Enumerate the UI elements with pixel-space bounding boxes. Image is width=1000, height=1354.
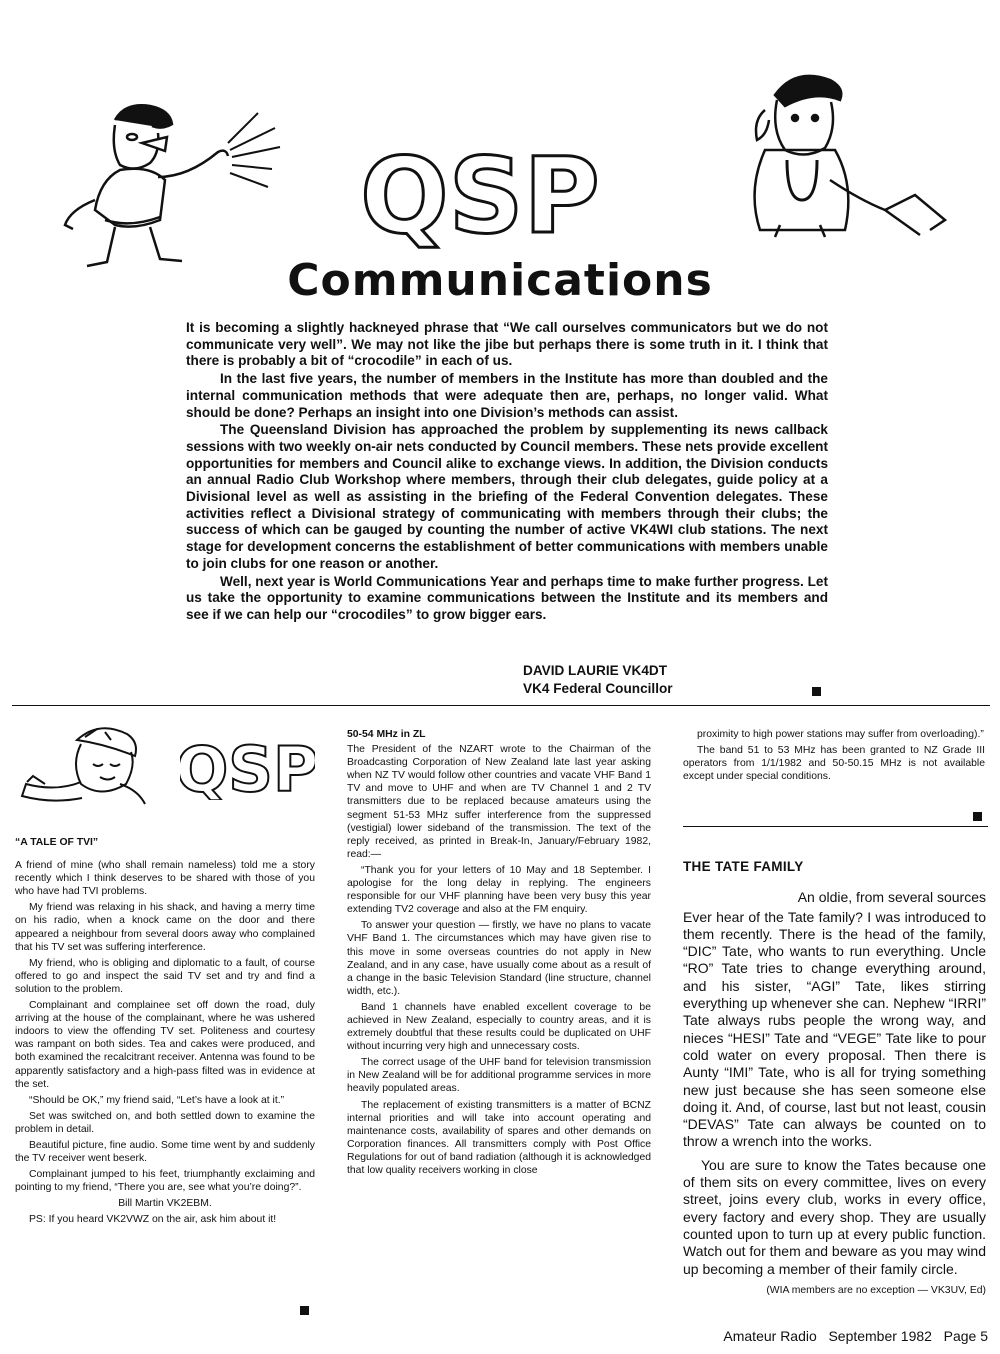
article-paragraph: Beautiful picture, fine audio. Some time went by and suddenly the TV receiver went beserk. — [15, 1139, 315, 1165]
editorial-paragraph: Well, next year is World Communications Year and perhaps time to make further progress. Let us take the opportunity to examine communications between the Institute and its members and see if we can help our “crocodiles” to grow bigger ears. — [186, 573, 828, 622]
article-paragraph: The replacement of existing transmitters is a matter of BCNZ internal priorities and will take into account operating and maintenance costs, availability of spares and other demands on Corporation finances. All transmitters comply with Post Office Regulations for out of band radiation (although it is acknowledged that low quality receivers working in close — [347, 1099, 651, 1176]
end-mark — [973, 808, 982, 826]
listening-woman-illustration — [735, 70, 955, 240]
article-paragraph: “Should be OK,” my friend said, “Let’s have a look at it.” — [29, 1094, 285, 1106]
article-paragraph: A friend of mine (who shall remain nameless) told me a story recently which I think deserves to be shared with those of you who have had TVI problems. — [15, 860, 315, 898]
article-paragraph: To answer your question — firstly, we have no plans to vacate VHF Band 1. The circumstances which may have given rise to this move in some overseas countries do not apply in New Zealand, and in any case, have usually come about as a result of a change in the basic Television Standard (line structure, channel width, etc.). — [347, 920, 651, 997]
article-ps: PS: If you heard VK2VWZ on the air, ask him about it! — [29, 1214, 277, 1226]
article-heading: THE TATE FAMILY — [683, 859, 804, 874]
article-paragraph: The President of the NZART wrote to the Chairman of the Broadcasting Corporation of New Zealand late last year asking when NZ TV would follow other countries and vacate VHF Band 1 TV and move to UHF and when are TV Channel 1 and 2 TV transmitters due to be replaced because amateurs using the segment 51-53 MHz suffer interference from the suppressed (vestigial) lower sideband of the transmission. The text of the reply received, as printed in Break-In, January/February 1982, read:— — [347, 744, 651, 860]
shouting-man-illustration — [60, 95, 285, 270]
article-paragraph: proximity to high power stations may suffer from overloading).” — [697, 729, 984, 740]
editorial-paragraph: It is becoming a slightly hackneyed phrase that “We call ourselves communicators but we do not communicate very well”. We may not like the jibe but perhaps there is some truth in it. I think that there is probably a bit of “crocodile” in each of us. — [186, 320, 828, 369]
author-name: DAVID LAURIE VK4DT — [523, 663, 668, 678]
article-paragraph: Complainant and complainee set off down the road, duly arriving at the house of the complainant, where he was ushered indoors to view the offending TV set. Politeness and courtesy was rampant on both sides. Tea and cakes were produced, and both examined the recalcitrant receiver. Antenna was found to be apparently satisfactory and a high-pass filted was in evidence at the set. — [15, 1000, 315, 1090]
end-mark — [812, 683, 821, 701]
article-paragraph: “Thank you for your letters of 10 May and 18 September. I apologise for the long delay in replying. The engineers responsible for our VHF planning have been very busy this year extending TV2 coverage and also at the FM enquiry. — [347, 864, 651, 916]
editorial-body — [186, 320, 828, 624]
page-footer: Amateur Radio September 1982 Page 5 — [723, 1328, 988, 1344]
column-divider — [683, 826, 988, 827]
column-3 — [683, 858, 986, 1303]
column-1 — [15, 836, 315, 1230]
article-paragraph: The band 51 to 53 MHz has been granted to NZ Grade III operators from 1/1/1982 and 50-50.15 MHz is not available except under special conditions. — [683, 745, 985, 783]
author-title: VK4 Federal Councillor — [523, 681, 673, 696]
editorial-paragraph: In the last five years, the number of members in the Institute has more than doubled and the internal communication methods that were adequate then are, perhaps, no longer valid. What should be done? Perhaps an insight into one Division’s methods can assist. — [186, 371, 828, 420]
article-paragraph: Complainant jumped to his feet, triumphantly exclaiming and pointing to my friend, “There you are, see what you’re doing?”. — [15, 1169, 315, 1194]
article-source: An oldie, from several sources — [797, 889, 986, 906]
article-paragraph: Band 1 channels have enabled excellent coverage to be achieved in New Zealand, especially to country areas, and it is extremely doubtful that these results could be duplicated on UHF without incurring very high and unnecessary costs. — [347, 1001, 651, 1053]
qsp-small-logo — [180, 735, 315, 800]
column-2 — [347, 728, 651, 1180]
article-paragraph: Ever hear of the Tate family? I was introduced to them recently. There is the head of the family, “DIC” Tate, who wants to run everything. Uncle “RO” Tate tries to change everything around, and his sister, “AGI” Tate, likes stirring everything up whenever she can. Nephew “IRRI” Tate always rubs people the wrong way, and nieces “HESI” Tate and “VEGE” Tate like to pour cold water on every proposal. Then there is Aunty “IMI” Tate, who is all for trying something new just because she has seen someone else doing it. And, of course, last but not least, cousin “DEVAS” Tate can always be counted on to throw a wrench into the works. — [683, 908, 986, 1150]
qsp-logo-text: QSP — [360, 140, 600, 250]
article-paragraph: You are sure to know the Tates because one of them sits on every committee, lives on every street, joins every club, works in every office, every factory and every shop. They are usually counted upon to turn up at every public function. Watch out for them and beware as you may wind up becoming a member of their family circle. — [683, 1156, 986, 1277]
article-paragraph: The correct usage of the UHF band for television transmission in New Zealand will be for additional programme services in more heavily populated areas. — [347, 1057, 651, 1095]
qsp-logo — [350, 140, 610, 250]
article-heading: 50-54 MHz in ZL — [347, 729, 426, 740]
column-3-top — [683, 728, 985, 786]
article-signature: Bill Martin VK2EBM. — [118, 1198, 212, 1210]
article-credit: (WIA members are no exception — VK3UV, Ed) — [766, 1284, 986, 1296]
section-divider — [12, 705, 990, 706]
listening-boy-illustration — [15, 722, 170, 807]
article-paragraph: Set was switched on, and both settled down to examine the problem in detail. — [15, 1110, 315, 1135]
editorial-paragraph: The Queensland Division has approached the problem by supplementing its news callback sessions with two weekly on-air nets conducted by Council members. These nets provide excellent opportunities for members and Council alike to exchange views. In addition, the Division conducts an annual Radio Club Workshop where members, through their club delegates, guide policy at a Divisional level as well as assisting in the briefing of the Federal Convention delegates. These activities reflect a Divisional strategy of communicating with members through their clubs; the success of which can be gauged by counting the number of active VK4WI club stations. The next stage for development concerns the establishment of better communications with members unable to join clubs for one reason or another. — [186, 422, 828, 571]
page-title: Communications — [287, 255, 713, 306]
article-paragraph: My friend was relaxing in his shack, and having a merry time on his radio, when a knock came on the door and there appeared a neighbour from several doors away who complained that his TV set was suffering interference. — [15, 902, 315, 953]
qsp-small-logo-text: QSP — [180, 735, 315, 800]
article-heading: “A TALE OF TVI” — [15, 837, 99, 848]
article-paragraph: My friend, who is obliging and diplomatic to a fault, of course offered to go and inspect the said TV set and try and find a solution to the problem. — [15, 957, 315, 995]
end-mark — [300, 1302, 309, 1320]
